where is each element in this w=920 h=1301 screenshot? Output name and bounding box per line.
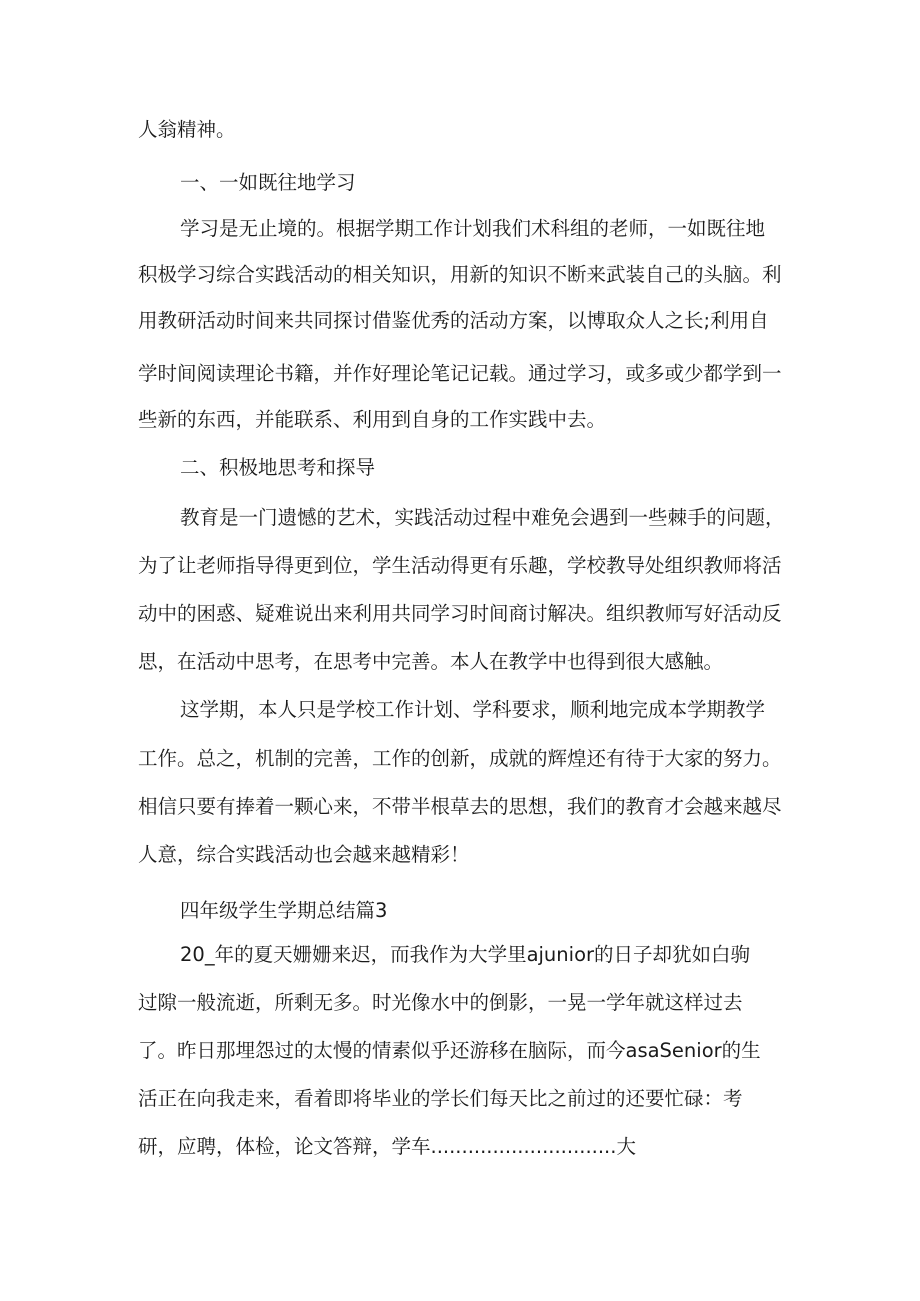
paragraph-line: 过隙一般流逝，所剩无多。时光像水中的倒影，一晃一学年就这样过去 xyxy=(138,991,743,1014)
paragraph-line: 为了让老师指导得更到位，学生活动得更有乐趣，学校教导处组织教师将活 xyxy=(138,554,782,577)
section-heading-2: 二、积极地思考和探导 xyxy=(180,456,376,479)
paragraph-line: 活正在向我走来，看着即将毕业的学长们每天比之前过的还要忙碌：考 xyxy=(138,1087,743,1110)
paragraph-line: 研，应聘，体检，论文答辩，学车..............................大 xyxy=(138,1135,636,1158)
paragraph-line: 人意，综合实践活动也会越来越精彩！ xyxy=(138,843,470,866)
paragraph-line: 20_年的夏天姗姗来迟，而我作为大学里ajunior的日子却犹如白驹 xyxy=(180,943,751,966)
paragraph-line: 这学期，本人只是学校工作计划、学科要求，顺利地完成本学期教学 xyxy=(180,698,766,721)
paragraph-line: 思，在活动中思考，在思考中完善。本人在教学中也得到很大感触。 xyxy=(138,650,724,673)
paragraph-line: 工作。总之，机制的完善，工作的创新，成就的辉煌还有待于大家的努力。 xyxy=(138,747,782,770)
paragraph-line: 动中的困惑、疑难说出来利用共同学习时间商讨解决。组织教师写好活动反 xyxy=(138,602,782,625)
paragraph-line: 了。昨日那埋怨过的太慢的情素似乎还游移在脑际，而今asaSenior的生 xyxy=(138,1039,761,1062)
paragraph-line: 相信只要有捧着一颗心来，不带半根草去的思想，我们的教育才会越来越尽 xyxy=(138,795,782,818)
section-heading-1: 一、一如既往地学习 xyxy=(180,171,356,194)
paragraph-line: 些新的东西，并能联系、利用到自身的工作实践中去。 xyxy=(138,408,607,431)
paragraph-line-continuation: 人翁精神。 xyxy=(138,118,236,141)
article-title: 四年级学生学期总结篇3 xyxy=(180,899,388,922)
paragraph-line: 教育是一门遗憾的艺术，实践活动过程中难免会遇到一些棘手的问题， xyxy=(180,506,785,529)
paragraph-line: 学时间阅读理论书籍，并作好理论笔记记载。通过学习，或多或少都学到一 xyxy=(138,362,782,385)
paragraph-line: 学习是无止境的。根据学期工作计划我们术科组的老师，一如既往地 xyxy=(180,217,766,240)
paragraph-line: 用教研活动时间来共同探讨借鉴优秀的活动方案，以博取众人之长;利用自 xyxy=(138,309,769,332)
paragraph-line: 积极学习综合实践活动的相关知识，用新的知识不断来武装自己的头脑。利 xyxy=(138,263,782,286)
